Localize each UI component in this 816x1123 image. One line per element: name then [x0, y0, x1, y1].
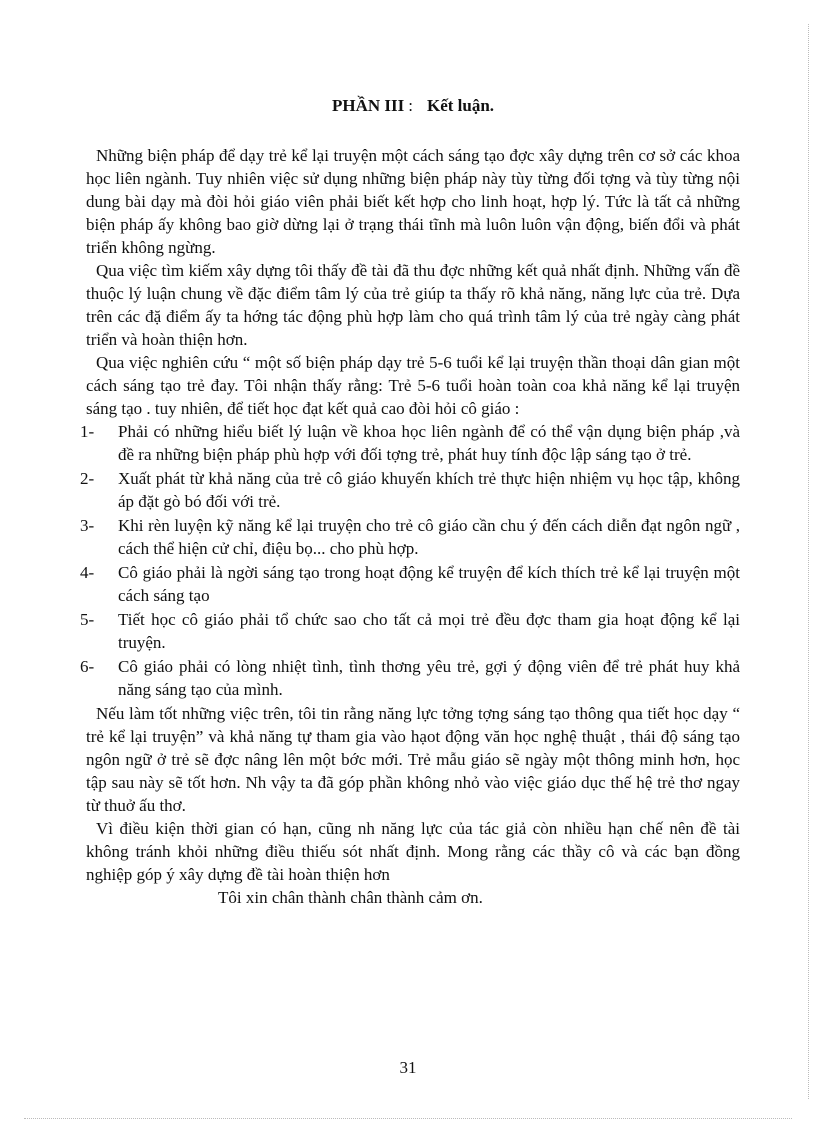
heading-part: PHẦN III: [331, 96, 405, 115]
list-item: [80, 467, 740, 513]
heading-separator: :: [408, 96, 413, 115]
paragraph-3: Qua việc nghiên cứu “ một số biện pháp dạy trẻ 5-6 tuổi kể lại truyện thần thoại dân gian một cách sáng tạo trẻ đay. Tôi nhận thấy rằng: Trẻ 5-6 tuổi hoàn toàn coa khả năng kể lại truyện sáng tạo . tuy nhiên, để tiết học đạt kết quả cao đòi hỏi cô giáo :: [86, 353, 740, 418]
paragraph-2: Qua việc tìm kiếm xây dựng tôi thấy đề tài đã thu đợc những kết quả nhất định. Những vấn đề thuộc lý luận chung về đặc điểm tâm lý của trẻ giúp ta thấy rõ khả năng, năng lực của trẻ. Dựa trên các đặ điểm ấy ta hớng tác động phù hợp làm cho quá trình tâm lý của trẻ ngày càng phát triển và hoàn thiện hơn.: [86, 261, 740, 349]
list-item-text: Khi rèn luyện kỹ năng kể lại truyện cho trẻ cô giáo cần chu ý đến cách diễn đạt ngôn ngữ , cách thể hiện cử chỉ, điệu bọ... cho phù hợp.: [118, 516, 740, 558]
heading-title: Kết luận.: [426, 96, 495, 115]
list-item: [80, 420, 740, 466]
closing-line: Tôi xin chân thành chân thành cảm ơn.: [218, 888, 483, 907]
list-item-text: Cô giáo phải là ngời sáng tạo trong hoạt động kể truyện để kích thích trẻ kể lại truyện một cách sáng tạo: [118, 563, 740, 605]
document-page: [80, 96, 740, 909]
paragraph-5: Vì điều kiện thời gian có hạn, cũng nh năng lực của tác giả còn nhiều hạn chế nên đề tài không tránh khỏi những điều thiếu sót nhất định. Mong rằng các thầy cô và các bạn đồng nghiệp góp ý xây dựng đề tài hoàn thiện hơn: [86, 819, 740, 884]
list-item: [80, 561, 740, 607]
list-item-number: 2-: [80, 469, 95, 488]
list-item: [80, 608, 740, 654]
list-item: [80, 655, 740, 701]
page-border-right: [808, 24, 809, 1099]
recommendation-list: [80, 420, 740, 701]
list-item-number: 1-: [80, 422, 95, 441]
list-item-text: Cô giáo phải có lòng nhiệt tình, tình thơng yêu trẻ, gợi ý động viên để trẻ phát huy khả năng sáng tạo của mình.: [118, 657, 740, 699]
list-item-number: 3-: [80, 516, 95, 535]
list-item-number: 6-: [80, 657, 95, 676]
list-item-text: Xuất phát từ khả năng của trẻ cô giáo khuyến khích trẻ thực hiện nhiệm vụ học tập, không áp đặt gò bó đối với trẻ.: [118, 469, 740, 511]
section-heading: [86, 96, 740, 116]
paragraph-1: Những biện pháp để dạy trẻ kể lại truyện một cách sáng tạo đợc xây dựng trên cơ sở các khoa học liên ngành. Tuy nhiên việc sử dụng những biện pháp này tùy từng đối tợng và tùy từng nội dung bài dạy mà đòi hỏi giáo viên phải biết kết hợp cho linh hoạt, hợp lý. Tức là tất cả những biện pháp ấy không bao giờ dừng lại ở trạng thái tĩnh mà luôn luôn vận động, biến đổi và phát triển không ngừng.: [86, 146, 740, 257]
page-border-bottom: [24, 1118, 792, 1119]
page-number: 31: [399, 1058, 417, 1077]
list-item: [80, 514, 740, 560]
list-item-number: 4-: [80, 563, 95, 582]
list-item-number: 5-: [80, 610, 95, 629]
list-item-text: Phải có những hiểu biết lý luận về khoa học liên ngành để có thể vận dụng biện pháp ,và đề ra những biện pháp phù hợp với đối tợng trẻ, phát huy tính độc lập sáng tạo ở trẻ.: [118, 422, 740, 464]
paragraph-4: Nếu làm tốt những việc trên, tôi tin rằng năng lực tởng tợng sáng tạo thông qua tiết học dạy “ trẻ kể lại truyện” và khả năng tự tham gia vào hạot động văn học nghệ thuật , thái độ sáng tạo ngôn ngữ ở trẻ sẽ đợc nâng lên một bớc mới. Trẻ mẫu giáo sẽ ngày một thông minh hơn, học tập sau này sẽ tốt hơn. Nh vậy ta đã góp phần không nhỏ vào việc giáo dục thế hệ trẻ thơ ngay từ thuở ấu thơ.: [86, 704, 740, 815]
list-item-text: Tiết học cô giáo phải tổ chức sao cho tất cả mọi trẻ đều đợc tham gia hoạt động kể lại truyện.: [118, 610, 740, 652]
